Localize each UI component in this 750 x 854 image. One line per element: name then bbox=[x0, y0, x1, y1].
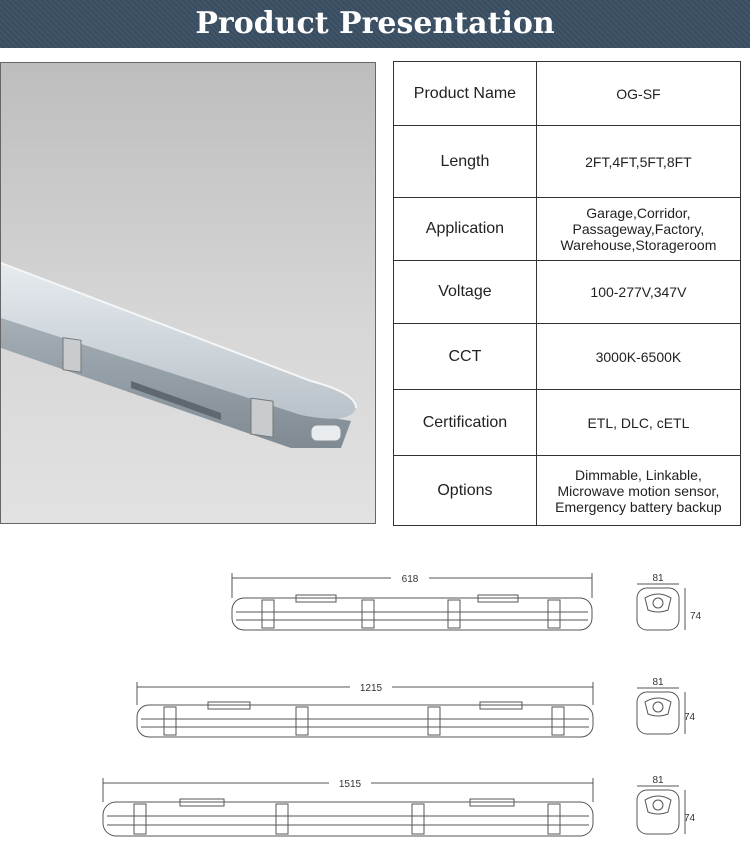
length-label: 1215 bbox=[359, 683, 383, 694]
dimension-drawings bbox=[0, 540, 750, 854]
height-label: 74 bbox=[684, 813, 696, 824]
spec-value bbox=[536, 62, 740, 126]
spec-value bbox=[536, 456, 740, 526]
width-label: 81 bbox=[652, 677, 664, 688]
width-label: 81 bbox=[652, 775, 664, 786]
spec-row-voltage bbox=[394, 261, 741, 324]
spec-label: Application bbox=[394, 198, 537, 261]
spec-row-cct bbox=[394, 324, 741, 390]
spec-label: Options bbox=[394, 456, 537, 526]
spec-value-line: Emergency battery backup bbox=[555, 498, 722, 515]
spec-value bbox=[536, 261, 740, 324]
spec-label: Certification bbox=[394, 390, 537, 456]
spec-row-length bbox=[394, 126, 741, 198]
drawing-1215 bbox=[137, 677, 696, 737]
spec-table bbox=[393, 61, 741, 526]
length-label: 618 bbox=[401, 574, 419, 585]
length-label: 1515 bbox=[338, 779, 362, 790]
spec-value-line: Microwave motion sensor, bbox=[557, 482, 720, 499]
spec-value-line: Garage,Corridor, bbox=[586, 205, 691, 221]
spec-value-line: OG-SF bbox=[616, 85, 661, 102]
drawing-1515 bbox=[103, 775, 696, 836]
spec-label: Product Name bbox=[394, 62, 537, 126]
page-title: Product Presentation bbox=[195, 6, 555, 41]
spec-value-line: Dimmable, Linkable, bbox=[575, 466, 702, 483]
spec-value-line: 3000K-6500K bbox=[595, 348, 682, 365]
spec-row-options bbox=[394, 456, 741, 526]
spec-value-line: ETL, DLC, cETL bbox=[587, 414, 690, 431]
spec-row-application bbox=[394, 198, 741, 261]
spec-label: CCT bbox=[394, 324, 537, 390]
height-label: 74 bbox=[690, 611, 702, 622]
spec-value-line: 100-277V,347V bbox=[590, 284, 687, 300]
product-photo bbox=[0, 62, 376, 524]
spec-label: Voltage bbox=[394, 261, 537, 324]
spec-value bbox=[536, 390, 740, 456]
spec-value bbox=[536, 324, 740, 390]
spec-value-line: 2FT,4FT,5FT,8FT bbox=[585, 153, 692, 170]
drawing-618 bbox=[232, 572, 702, 630]
spec-value bbox=[536, 126, 740, 198]
spec-label: Length bbox=[394, 126, 537, 198]
spec-value bbox=[536, 198, 740, 261]
spec-value-line: Passageway,Factory, bbox=[572, 221, 705, 237]
spec-row-certification bbox=[394, 390, 741, 456]
spec-value-line: Warehouse,Storageroom bbox=[560, 237, 717, 253]
width-label: 81 bbox=[652, 573, 664, 584]
height-label: 74 bbox=[684, 712, 696, 723]
spec-row-product-name bbox=[394, 62, 741, 126]
